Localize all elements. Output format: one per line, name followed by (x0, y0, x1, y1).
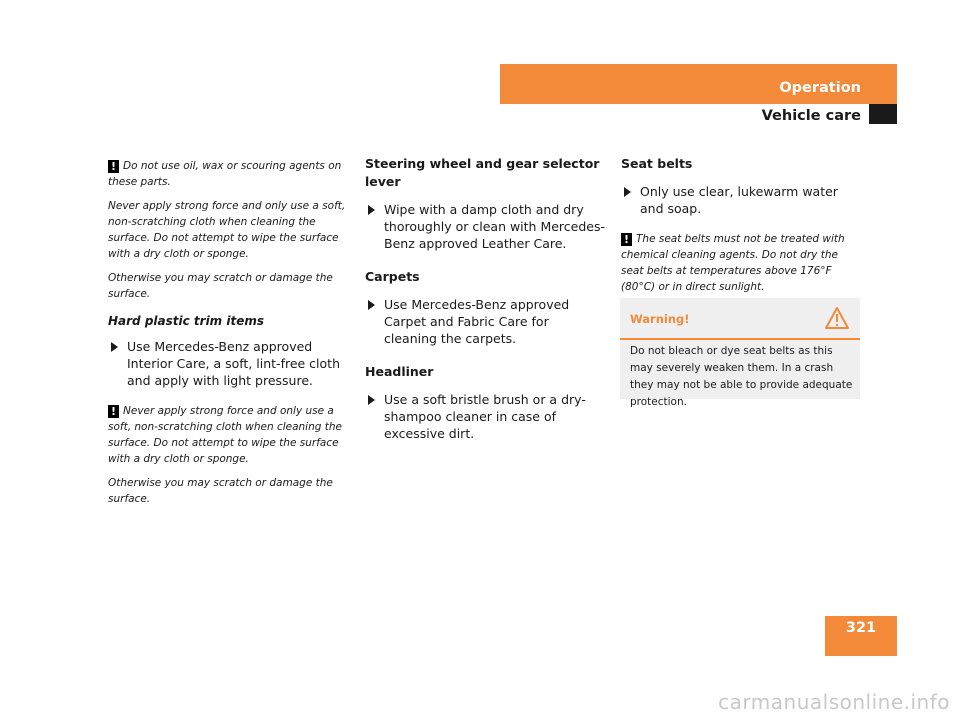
bullet-arrow-icon (368, 300, 375, 310)
bullet-arrow-icon (368, 205, 375, 215)
page-title: Vehicle care (761, 108, 861, 124)
bullet-arrow-icon (111, 342, 118, 352)
list-item: Wipe with a damp cloth and dry thoroughly or clean with Mercedes-Benz approved Leather Care. (365, 201, 605, 252)
warning-text: Do not bleach or dye seat belts as this may severely weaken them. In a crash they may not be able to provide adequate protection. (630, 345, 853, 408)
heading-carpets: Carpets (365, 269, 420, 284)
warning-box (620, 298, 860, 408)
list-item: Use a soft bristle brush or a dry-shampoo cleaner in case of excessive dirt. (365, 391, 605, 442)
column-1 (108, 158, 348, 515)
notice-paragraph: Otherwise you may scratch or damage the surface. (108, 272, 333, 300)
list-item: Use Mercedes-Benz approved Carpet and Fabric Care for cleaning the carpets. (365, 296, 605, 347)
exclamation-icon: ! (108, 405, 119, 418)
column-3 (621, 155, 861, 303)
warning-label: Warning! (630, 312, 690, 326)
thumb-tab-marker (869, 104, 897, 124)
list-item: Use Mercedes-Benz approved Interior Care, a soft, lint-free cloth and apply with light pressure. (108, 338, 348, 389)
subheading-hard-plastic: Hard plastic trim items (108, 314, 264, 328)
notice-paragraph: Otherwise you may scratch or damage the surface. (108, 477, 333, 505)
watermark: carmanualsonline.info (718, 690, 950, 714)
notice-block-2: ! Never apply strong force and only use a soft, non-scratching cloth when cleaning the surface. Do not attempt to wipe the surface with a dry cloth or sponge. (108, 405, 342, 465)
exclamation-icon: ! (108, 160, 119, 173)
notice-block-1: ! Do not use oil, wax or scouring agents on these parts. (108, 160, 342, 188)
bullet-arrow-icon (624, 187, 631, 197)
notice-block-3: ! The seat belts must not be treated with chemical cleaning agents. Do not dry the seat belts at temperatures above 176°F (80°C) or in direct sunlight. (621, 233, 845, 293)
exclamation-icon: ! (621, 233, 632, 246)
column-2 (365, 155, 605, 458)
heading-headliner: Headliner (365, 364, 434, 379)
warning-triangle-icon (824, 306, 850, 330)
heading-steering-wheel: Steering wheel and gear selector lever (365, 156, 600, 189)
warning-header (620, 298, 860, 340)
page-number: 321 (845, 620, 877, 636)
section-title: Operation (779, 80, 861, 96)
heading-seat-belts: Seat belts (621, 156, 693, 171)
bullet-arrow-icon (368, 395, 375, 405)
list-item: Only use clear, lukewarm water and soap. (621, 183, 861, 217)
notice-paragraph: Never apply strong force and only use a soft, non-scratching cloth when cleaning the surface. Do not attempt to wipe the surface with a dry cloth or sponge. (108, 200, 346, 260)
